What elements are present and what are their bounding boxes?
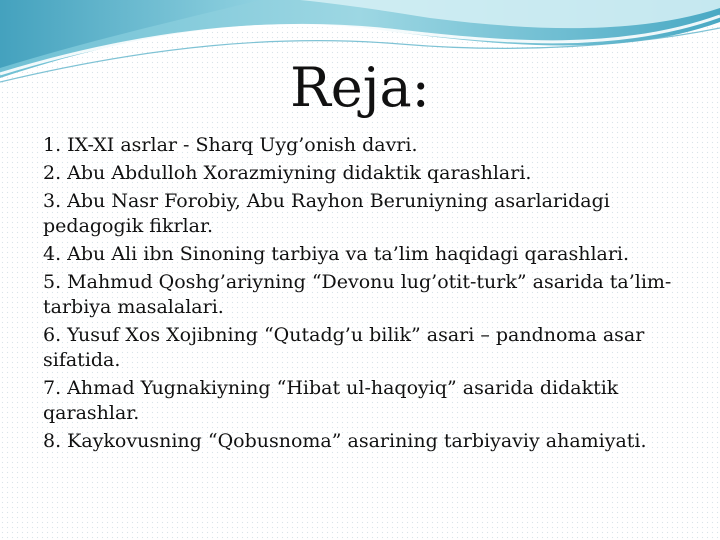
- agenda-item-4: 4. Abu Ali ibn Sinoning tarbiya va ta’lim haqidagi qarashlari.: [43, 243, 630, 265]
- agenda-item-2: 2. Abu Abdulloh Xorazmiyning didaktik qarashlari.: [43, 162, 532, 184]
- agenda-item-8: 8. Kaykovusning “Qobusnoma” asarining tarbiyaviy ahamiyati.: [43, 430, 647, 452]
- agenda-item-5: 5. Mahmud Qoshg’ariyning “Devonu lug’otit-turk” asarida ta’lim-tarbiya masalalari.: [43, 271, 672, 318]
- agenda-item-3: 3. Abu Nasr Forobiy, Abu Rayhon Beruniyning asarlaridagi pedagogik fikrlar.: [43, 190, 610, 237]
- agenda-list: [43, 133, 693, 457]
- agenda-item-7: 7. Ahmad Yugnakiyning “Hibat ul-haqoyiq” asarida didaktik qarashlar.: [43, 377, 619, 424]
- agenda-item-1: 1. IX-XI asrlar - Sharq Uyg’onish davri.: [43, 134, 418, 156]
- agenda-item-6: 6. Yusuf Xos Xojibning “Qutadg’u bilik” asari – pandnoma asar sifatida.: [43, 324, 645, 371]
- slide-title: Reja:: [290, 56, 430, 119]
